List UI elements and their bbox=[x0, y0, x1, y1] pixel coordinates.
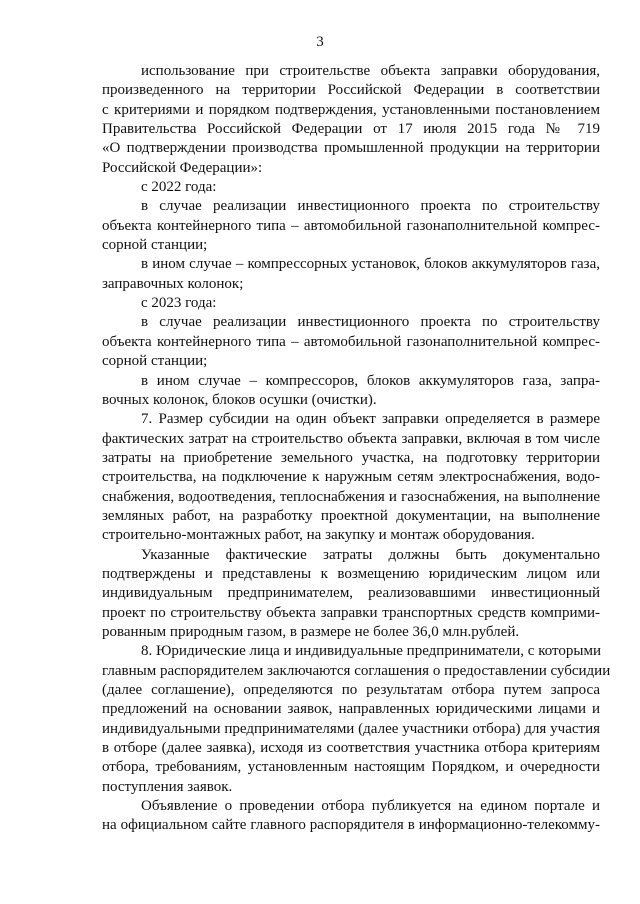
text-line: 8. Юридические лица и индивидуальные предприниматели, с которыми bbox=[141, 643, 601, 660]
text-line: фактических затрат на строительство объекта заправки, включая в том числе bbox=[102, 430, 600, 447]
text-line: Российской Федерации»: bbox=[102, 159, 263, 176]
text-line: произведенного на территории Российской Федерации в соответствии bbox=[102, 82, 600, 99]
text-line: индивидуальным предпринимателем, реализовавшими инвестиционный bbox=[102, 585, 600, 602]
page-number: 3 bbox=[316, 34, 324, 50]
text-line: в случае реализации инвестиционного проекта по строительству bbox=[141, 198, 600, 215]
text-line: с 2023 года: bbox=[141, 295, 217, 312]
text-line: на официальном сайте главного распорядителя в информационно-телекомму- bbox=[102, 817, 600, 834]
text-line: индивидуальными предпринимателями (далее участники отбора) для участия bbox=[102, 720, 600, 737]
text-line: Правительства Российской Федерации от 17 июля 2015 года № 719 bbox=[102, 121, 600, 138]
text-line: главным распорядителем заключаются соглашения о предоставлении субсидии bbox=[102, 662, 611, 679]
text-line: в ином случае – компрессорных установок, блоков аккумуляторов газа, bbox=[141, 256, 600, 273]
text-line: предложений на основании заявок, направленных юридическими лицами и bbox=[102, 701, 600, 718]
text-line: (далее соглашение), определяются по результатам отбора путем запроса bbox=[102, 682, 600, 698]
text-line: использование при строительстве объекта заправки оборудования, bbox=[141, 63, 600, 79]
text-line: в отборе (далее заявка), исходя из соответствия участника отбора критериям bbox=[102, 740, 600, 757]
paragraph-2023-other-case bbox=[102, 372, 600, 411]
text-line: 7. Размер субсидии на один объект заправки определяется в размере bbox=[141, 411, 600, 428]
text-line: отбора, требованиям, установленным настоящим Порядком, и очередности bbox=[102, 759, 600, 776]
text-line: Объявление о проведении отбора публикуется на едином портале и bbox=[141, 798, 600, 815]
text-line: рованным природным газом, в размере не более 36,0 млн.рублей. bbox=[102, 623, 520, 640]
text-line: затраты на приобретение земельного участка, на подготовку территории bbox=[102, 449, 600, 466]
paragraph-2022-other-case bbox=[102, 255, 600, 294]
text-line: сорной станции; bbox=[102, 353, 208, 370]
paragraph-2023-container-station bbox=[102, 313, 600, 371]
text-line: с критериями и порядком подтверждения, установленными постановлением bbox=[102, 101, 600, 118]
paragraph-from-2022 bbox=[102, 178, 600, 197]
text-line: в случае реализации инвестиционного проекта по строительству bbox=[141, 314, 600, 331]
paragraph-announcement bbox=[102, 797, 600, 836]
document-body bbox=[102, 62, 611, 836]
paragraph-item-8-selection bbox=[102, 642, 611, 797]
text-line: объекта контейнерного типа – автомобильной газонаполнительной компрес- bbox=[102, 217, 600, 234]
text-line: вочных колонок, блоков осушки (очистки). bbox=[102, 391, 377, 408]
text-line: «О подтверждении производства промышленной продукции на территории bbox=[102, 140, 600, 157]
text-line: заправочных колонок; bbox=[102, 275, 244, 292]
text-line: подтверждены и представлены к возмещению юридическим лицом или bbox=[102, 565, 600, 582]
paragraph-2022-container-station bbox=[102, 197, 600, 255]
text-line: сорной станции; bbox=[102, 237, 208, 254]
text-line: земляных работ, на разработку проектной документации, на выполнение bbox=[102, 507, 600, 524]
text-line: в ином случае – компрессоров, блоков аккумуляторов газа, запра- bbox=[141, 372, 600, 389]
paragraph-actual-costs bbox=[102, 546, 600, 643]
text-line: строительно-монтажных работ, на закупку и монтаж оборудования. bbox=[102, 527, 535, 544]
text-line: поступления заявок. bbox=[102, 778, 233, 795]
text-line: строительства, на подключение к наружным сетям электроснабжения, водо- bbox=[102, 469, 600, 486]
text-line: проект по строительству объекта заправки транспортных средств комприми- bbox=[102, 604, 600, 621]
paragraph-item-7-subsidy-amount bbox=[102, 410, 600, 545]
text-line: объекта контейнерного типа – автомобильной газонаполнительной компрес- bbox=[102, 333, 600, 350]
text-line: Указанные фактические затраты должны быть документально bbox=[141, 546, 600, 563]
paragraph-equipment-requirement bbox=[102, 62, 600, 178]
paragraph-from-2023 bbox=[102, 294, 600, 313]
text-line: с 2022 года: bbox=[141, 179, 217, 196]
text-line: снабжения, водоотведения, теплоснабжения и газоснабжения, на выполнение bbox=[102, 488, 600, 505]
